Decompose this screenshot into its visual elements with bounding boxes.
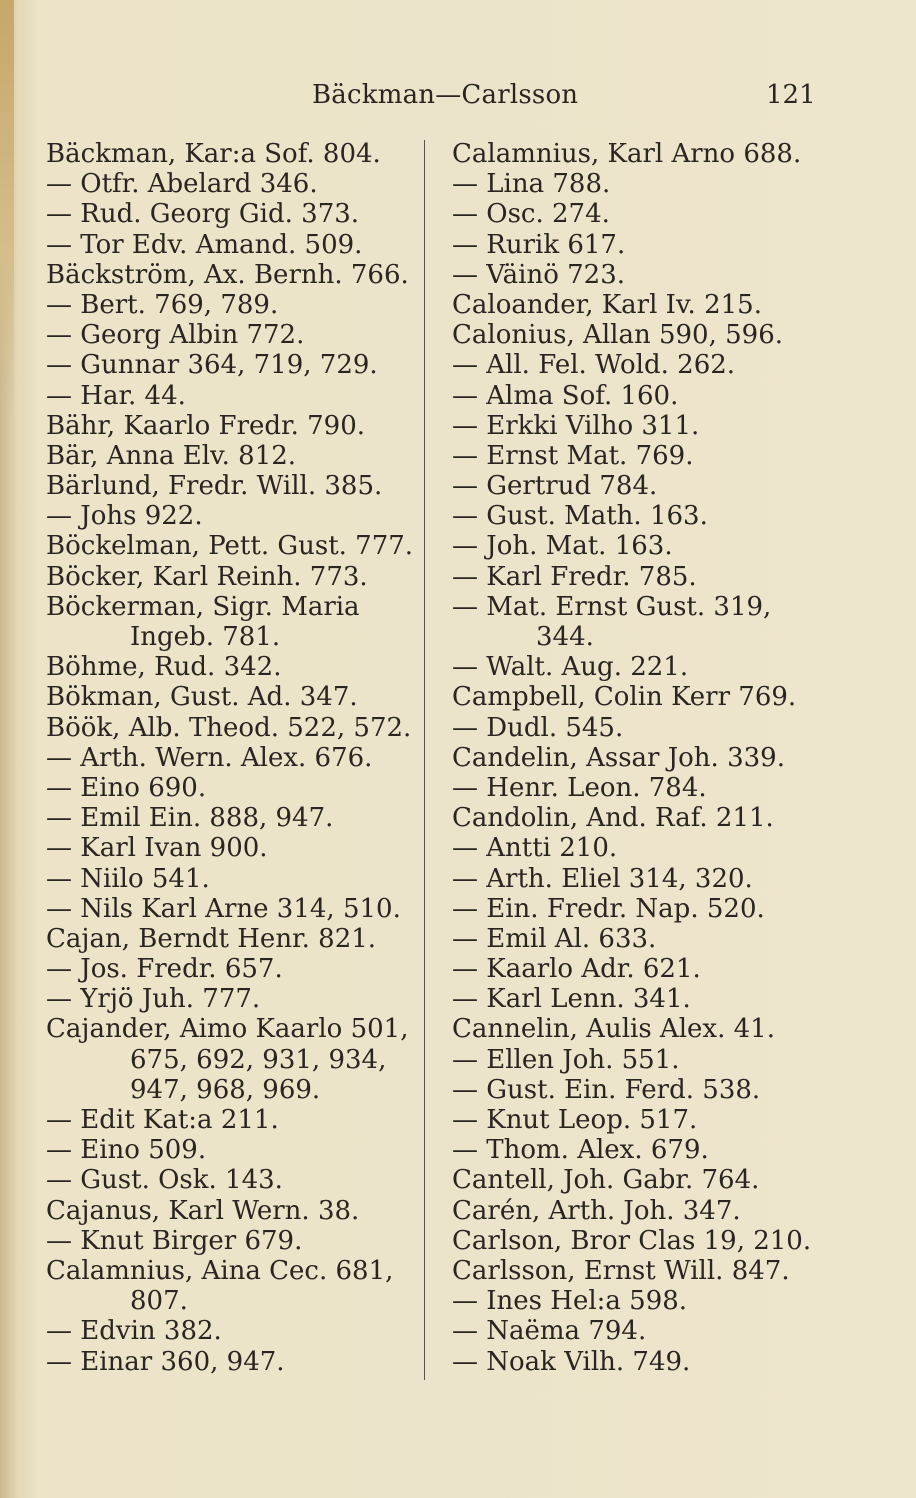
index-entry: Bökman, Gust. Ad. 347. — [46, 682, 358, 713]
index-entry-continuation: Ingeb. 781. — [130, 622, 281, 652]
index-entry: — Edit Kat:a 211. — [46, 1105, 279, 1135]
index-entry: — All. Fel. Wold. 262. — [452, 350, 736, 381]
index-entry: — Karl Lenn. 341. — [452, 984, 691, 1015]
running-head: Bäckman—Carlsson — [312, 80, 579, 110]
index-entry: Cajanus, Karl Wern. 38. — [46, 1195, 360, 1226]
index-entry-continuation: 675, 692, 931, 934, — [130, 1044, 387, 1075]
index-column-left — [46, 139, 414, 1377]
index-entry: — Edvin 382. — [46, 1316, 222, 1347]
index-entry: — Kaarlo Adr. 621. — [452, 954, 701, 985]
index-entry: — Osc. 274. — [452, 199, 610, 230]
index-entry: Candelin, Assar Joh. 339. — [452, 742, 785, 773]
index-entry: — Georg Albin 772. — [46, 320, 305, 351]
index-entry: — Emil Ein. 888, 947. — [46, 803, 334, 834]
index-entry: — Eino 509. — [46, 1135, 207, 1166]
index-entry: — Karl Fredr. 785. — [452, 561, 697, 592]
index-entry: Carlson, Bror Clas 19, 210. — [452, 1225, 812, 1256]
index-entry: Böhme, Rud. 342. — [46, 652, 282, 683]
index-entry: Bäckström, Ax. Bernh. 766. — [46, 259, 409, 290]
index-entry: — Johs 922. — [46, 501, 203, 532]
index-entry: Carén, Arth. Joh. 347. — [452, 1195, 741, 1226]
index-entry-continuation: 947, 968, 969. — [130, 1074, 321, 1105]
index-entry: — Naëma 794. — [452, 1316, 647, 1347]
index-entry: Bäckman, Kar:a Sof. 804. — [46, 139, 381, 169]
index-entry: — Arth. Wern. Alex. 676. — [46, 742, 373, 773]
index-entry: — Lina 788. — [452, 169, 611, 200]
index-entry: — Antti 210. — [452, 833, 618, 864]
index-entry: — Einar 360, 947. — [46, 1346, 285, 1377]
index-entry: — Emil Al. 633. — [452, 923, 657, 954]
index-entry: — Eino 690. — [46, 772, 207, 803]
index-entry: — Bert. 769, 789. — [46, 289, 279, 320]
index-entry: — Gust. Osk. 143. — [46, 1165, 283, 1196]
index-entry: — Dudl. 545. — [452, 712, 624, 743]
index-entry: Calonius, Allan 590, 596. — [452, 320, 784, 351]
index-entry: — Henr. Leon. 784. — [452, 772, 707, 803]
column-divider — [424, 140, 425, 1380]
index-entry-continuation: 344. — [536, 622, 594, 652]
index-entry: Cannelin, Aulis Alex. 41. — [452, 1014, 775, 1045]
index-entry: Böcker, Karl Reinh. 773. — [46, 561, 368, 592]
index-entry: — Noak Vilh. 749. — [452, 1346, 691, 1377]
index-entry-continuation: 807. — [130, 1286, 188, 1317]
index-entry: — Arth. Eliel 314, 320. — [452, 863, 753, 894]
index-entry: — Gertrud 784. — [452, 471, 658, 502]
index-entry: — Tor Edv. Amand. 509. — [46, 229, 363, 260]
index-entry: Campbell, Colin Kerr 769. — [452, 682, 797, 713]
index-entry: — Alma Sof. 160. — [452, 380, 679, 411]
index-entry: — Rurik 617. — [452, 229, 626, 260]
index-entry: — Gust. Math. 163. — [452, 501, 708, 532]
index-entry: — Erkki Vilho 311. — [452, 410, 700, 441]
index-entry: — Ein. Fredr. Nap. 520. — [452, 893, 765, 924]
index-entry: Calamnius, Karl Arno 688. — [452, 139, 802, 169]
index-entry: Calamnius, Aina Cec. 681, — [46, 1255, 394, 1286]
index-entry: — Otfr. Abelard 346. — [46, 169, 318, 200]
index-entry: — Ellen Joh. 551. — [452, 1044, 680, 1075]
page-header — [0, 76, 916, 116]
index-entry: Candolin, And. Raf. 211. — [452, 803, 774, 834]
page-edge-stain — [0, 0, 14, 420]
index-entry: — Niilo 541. — [46, 863, 210, 894]
index-entry: Cantell, Joh. Gabr. 764. — [452, 1165, 760, 1196]
index-entry: Bärlund, Fredr. Will. 385. — [46, 471, 383, 502]
index-entry: Bähr, Kaarlo Fredr. 790. — [46, 410, 366, 441]
index-entry: — Yrjö Juh. 777. — [46, 984, 261, 1015]
index-entry: Cajan, Berndt Henr. 821. — [46, 923, 377, 954]
index-entry: — Mat. Ernst Gust. 319, — [452, 591, 772, 622]
index-entry: — Har. 44. — [46, 380, 186, 411]
index-entry: — Ines Hel:a 598. — [452, 1286, 688, 1317]
index-entry: — Joh. Mat. 163. — [452, 531, 673, 562]
index-entry: — Knut Birger 679. — [46, 1225, 303, 1256]
index-entry: Böckelman, Pett. Gust. 777. — [46, 531, 414, 562]
index-entry: Böckerman, Sigr. Maria — [46, 591, 360, 622]
index-entry: Caloander, Karl Iv. 215. — [452, 289, 762, 320]
index-entry: — Nils Karl Arne 314, 510. — [46, 893, 401, 924]
index-entry: — Väinö 723. — [452, 259, 626, 290]
index-entry: Cajander, Aimo Kaarlo 501, — [46, 1014, 409, 1045]
page-number: 121 — [766, 80, 816, 110]
index-entry: — Gust. Ein. Ferd. 538. — [452, 1074, 761, 1105]
index-entry: Carlsson, Ernst Will. 847. — [452, 1255, 790, 1286]
index-column-right — [452, 139, 832, 1377]
index-entry: Böök, Alb. Theod. 522, 572. — [46, 712, 412, 743]
index-entry: — Karl Ivan 900. — [46, 833, 268, 864]
index-entry: — Ernst Mat. 769. — [452, 440, 694, 471]
index-entry: — Walt. Aug. 221. — [452, 652, 689, 683]
index-entry: — Gunnar 364, 719, 729. — [46, 350, 378, 381]
index-entry: — Rud. Georg Gid. 373. — [46, 199, 360, 230]
index-entry: — Knut Leop. 517. — [452, 1105, 698, 1135]
index-entry: — Jos. Fredr. 657. — [46, 954, 283, 985]
index-entry: Bär, Anna Elv. 812. — [46, 440, 297, 471]
index-entry: — Thom. Alex. 679. — [452, 1135, 709, 1166]
